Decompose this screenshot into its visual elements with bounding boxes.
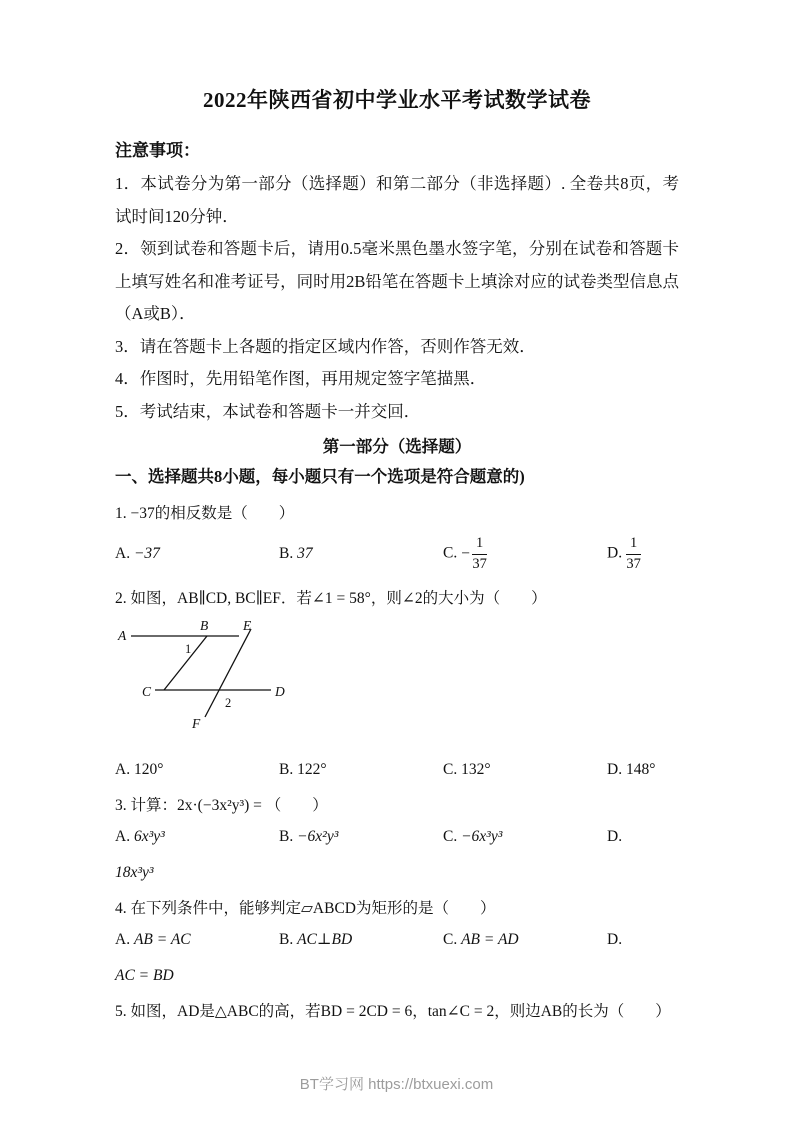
q1-option-d-fraction	[626, 535, 641, 573]
q3-option-c	[443, 823, 607, 851]
question-2-text: 2. 如图，AB∥CD, BC∥EF．若∠1 = 58°，则∠2的大小为（ ）	[115, 590, 547, 607]
q1-option-b-value: 37	[297, 545, 313, 562]
q2-option-d-value: 148°	[625, 761, 656, 778]
notice-item-3: 3．请在答题卡上各题的指定区域内作答，否则作答无效．	[115, 336, 536, 356]
fraction-numerator: 1	[626, 535, 641, 554]
q4-option-a-label: A.	[115, 931, 131, 948]
question-4-options	[115, 926, 679, 954]
q4-option-d-label: D.	[607, 931, 623, 948]
q2-option-b-label: B.	[279, 761, 294, 778]
q3-option-d-label: D.	[607, 828, 623, 845]
q1-option-c	[443, 535, 607, 573]
q3-option-b-value: −6x²y³	[297, 828, 339, 845]
q4-option-c-value: AB = AD	[461, 931, 519, 948]
q4-option-b-label: B.	[279, 931, 294, 948]
question-2-figure-wrap	[117, 617, 679, 736]
notice-item-4: 4．作图时，先用铅笔作图，再用规定签字笔描黑．	[115, 369, 487, 388]
document-title: 2022年陕西省初中学业水平考试数学试卷	[203, 88, 591, 112]
notice-item-1: 1．本试卷分为第一部分（选择题）和第二部分（非选择题）. 全卷共8页，考试时间120分钟．	[115, 174, 679, 226]
question-3-text: 3. 计算：2x·(−3x²y³) = （ ）	[115, 797, 328, 814]
q1-option-a	[115, 540, 279, 568]
q3-option-b	[279, 823, 443, 851]
q2-option-c	[443, 756, 607, 784]
fraction-numerator: 1	[472, 535, 487, 554]
q1-option-b	[279, 540, 443, 568]
q3-option-a	[115, 823, 279, 851]
q3-option-b-label: B.	[279, 828, 294, 845]
q2-option-c-value: 132°	[461, 761, 491, 778]
question-4-text: 4. 在下列条件中，能够判定▱ABCD为矩形的是（ ）	[115, 900, 496, 917]
notices-heading: 注意事项：	[115, 141, 200, 160]
q4-option-d-overflow: AC = BD	[115, 967, 174, 984]
q2-option-d	[607, 756, 655, 784]
vertex-label-e: E	[243, 618, 252, 633]
notice-item-5: 5．考试结束，本试卷和答题卡一并交回．	[115, 401, 421, 421]
vertex-label-c: C	[142, 684, 152, 699]
angle-2-label: 2	[225, 696, 232, 710]
q1-option-c-minus-sign: −	[461, 544, 470, 562]
fraction-denominator: 37	[472, 555, 487, 572]
q2-option-b-value: 122°	[297, 761, 327, 778]
question-3-options	[115, 823, 679, 851]
question-1-text: 1. −37的相反数是（ ）	[115, 505, 295, 522]
q3-option-a-label: A.	[115, 828, 131, 845]
q4-option-a-value: AB = AC	[133, 931, 191, 948]
q2-option-d-label: D.	[607, 761, 623, 778]
q1-option-a-label: A.	[115, 545, 131, 562]
q2-option-a-label: A.	[115, 761, 131, 778]
q4-option-d	[607, 926, 622, 954]
q1-option-d	[607, 535, 641, 573]
q1-option-d-label: D.	[607, 544, 623, 562]
vertex-label-b: B	[200, 618, 209, 633]
notice-item-2: 2．领到试卷和答题卡后，请用0.5毫米黑色墨水签字笔，分别在试卷和答题卡上填写姓名和准考证号，同时用2B铅笔在答题卡上填涂对应的试卷类型信息点（A或B）．	[115, 239, 679, 323]
part1-heading: 第一部分（选择题）	[322, 437, 472, 456]
part1-subheading: 一、选择题共8小题，每小题只有一个选项是符合题意的)	[115, 467, 525, 486]
q4-option-b-value: AC⊥BD	[297, 931, 353, 948]
q1-option-c-label: C.	[443, 544, 458, 562]
vertex-label-a: A	[118, 628, 127, 643]
question-5-text: 5. 如图，AD是△ABC的高，若BD = 2CD = 6，tan∠C = 2，则边AB的长为（ ）	[115, 1003, 671, 1020]
q2-option-c-label: C.	[443, 761, 458, 778]
q3-option-c-value: −6x³y³	[461, 828, 503, 845]
q4-option-c	[443, 926, 607, 954]
watermark-footer: BT学习网 https://btxuexi.com	[299, 1076, 494, 1093]
vertex-label-f: F	[192, 716, 201, 731]
q1-option-c-fraction	[472, 535, 487, 573]
q1-option-b-label: B.	[279, 545, 294, 562]
q4-option-c-label: C.	[443, 931, 458, 948]
question-2-options	[115, 756, 679, 784]
q3-option-c-label: C.	[443, 828, 458, 845]
q4-option-b	[279, 926, 443, 954]
question-1-options	[115, 531, 679, 577]
q2-option-a-value: 120°	[133, 761, 164, 778]
q3-option-d	[607, 823, 622, 851]
question-2-geometry-figure	[117, 617, 289, 731]
angle-1-label: 1	[185, 642, 192, 656]
q2-option-b	[279, 756, 443, 784]
fraction-denominator: 37	[626, 555, 641, 572]
vertex-label-d: D	[275, 684, 285, 699]
q2-option-a	[115, 756, 279, 784]
q3-option-d-overflow: 18x³y³	[115, 864, 154, 881]
q1-option-a-value: −37	[133, 545, 160, 562]
q4-option-a	[115, 926, 279, 954]
q3-option-a-value: 6x³y³	[133, 828, 165, 845]
